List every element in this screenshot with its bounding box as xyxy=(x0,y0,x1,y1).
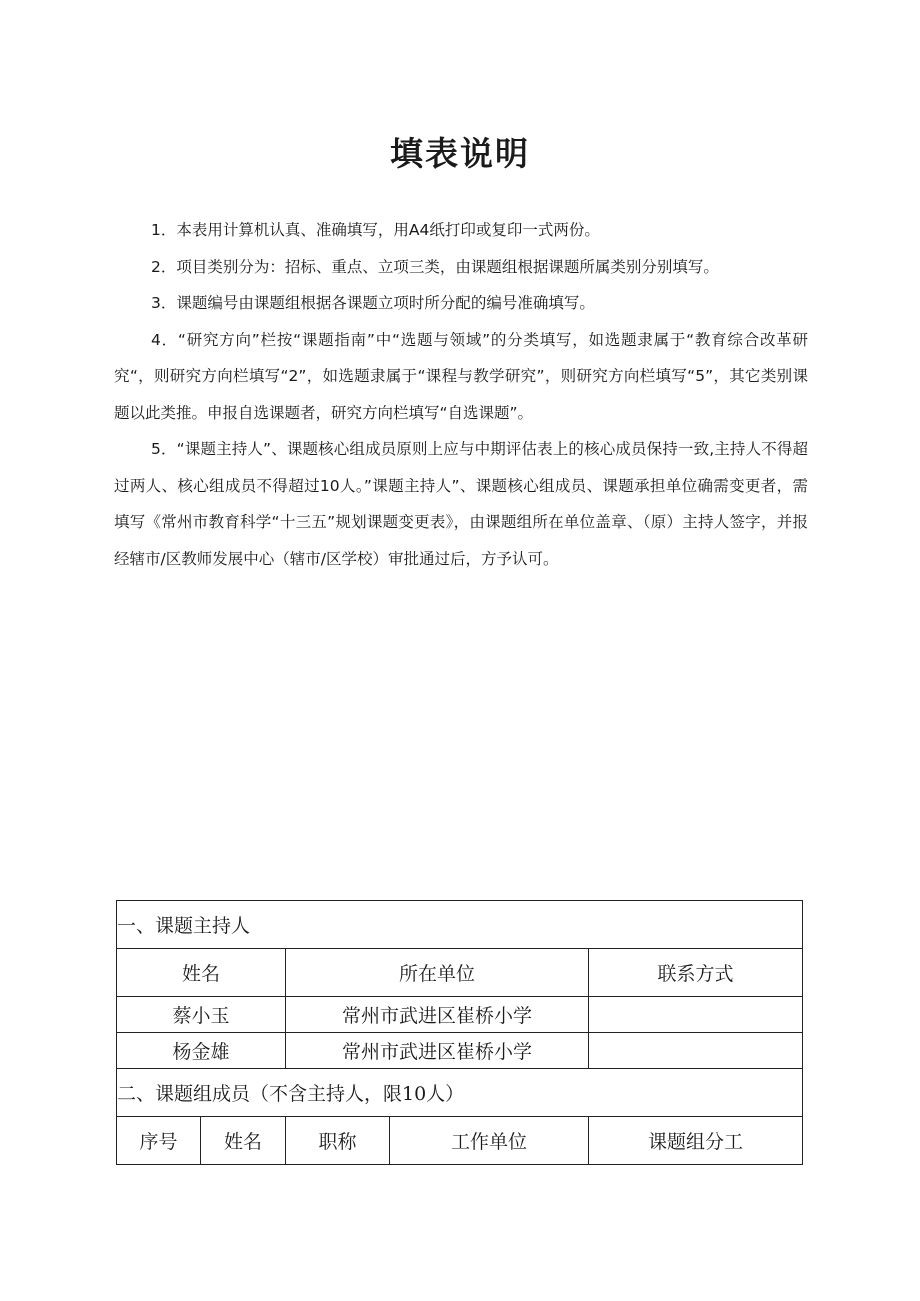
host-contact[interactable] xyxy=(589,1033,803,1069)
instruction-item: 3．课题编号由课题组根据各课题立项时所分配的编号准确填写。 xyxy=(151,294,595,312)
instruction-item: 1．本表用计算机认真、准确填写，用A4纸打印或复印一式两份。 xyxy=(151,221,600,239)
table-row xyxy=(117,997,803,1033)
header-index: 序号 xyxy=(117,1117,201,1165)
host-name: 杨金雄 xyxy=(117,1033,286,1069)
section-title-host: 一、课题主持人 xyxy=(117,901,803,949)
host-unit: 常州市武进区崔桥小学 xyxy=(286,1033,589,1069)
header-work-unit: 工作单位 xyxy=(390,1117,589,1165)
project-form-table xyxy=(116,900,803,1165)
header-role: 课题组分工 xyxy=(589,1117,803,1165)
header-unit: 所在单位 xyxy=(286,949,589,997)
page-title: 填表说明 xyxy=(390,134,530,173)
instruction-item: 2．项目类别分为：招标、重点、立项三类，由课题组根据课题所属类别分别填写。 xyxy=(151,257,719,276)
host-contact[interactable] xyxy=(589,997,803,1033)
instructions xyxy=(114,212,808,577)
section-title-members: 二、课题组成员（不含主持人，限10人） xyxy=(117,1069,803,1117)
header-title: 职称 xyxy=(286,1117,390,1165)
host-name: 蔡小玉 xyxy=(117,997,286,1033)
table-row xyxy=(117,1033,803,1069)
instruction-item: 4．“研究方向”栏按“课题指南”中“选题与领域”的分类填写，如选题隶属于“教育综合改革研究“，则研究方向栏填写“2”，如选题隶属于“课程与教学研究”，则研究方向栏填写“5”，其它类别课题以此类推。申报自选课题者，研究方向栏填写“自选课题”。 xyxy=(114,330,808,422)
header-contact: 联系方式 xyxy=(589,949,803,997)
header-name: 姓名 xyxy=(117,949,286,997)
header-member-name: 姓名 xyxy=(201,1117,286,1165)
host-unit: 常州市武进区崔桥小学 xyxy=(286,997,589,1033)
instruction-item: 5．“课题主持人”、课题核心组成员原则上应与中期评估表上的核心成员保持一致,主持人不得超过两人、核心组成员不得超过10人。”课题主持人”、课题核心组成员、课题承担单位确需变更者，需填写《常州市教育科学“十三五”规划课题变更表》，由课题组所在单位盖章、（原）主持人签字，并报经辖市/区教师发展中心（辖市/区学校）审批通过后，方予认可。 xyxy=(114,440,808,568)
